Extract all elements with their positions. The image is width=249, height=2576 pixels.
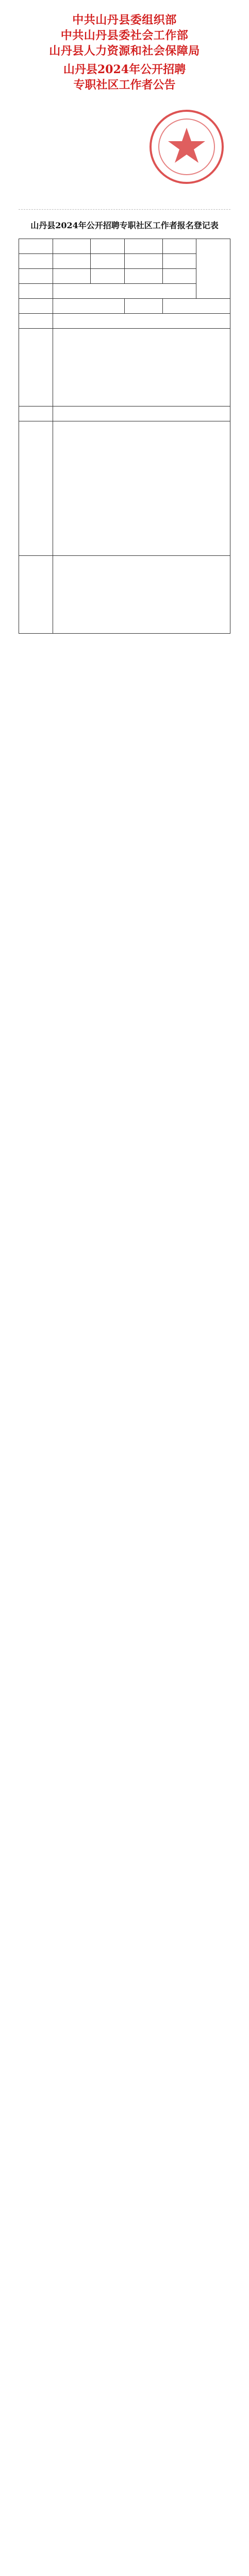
table-row xyxy=(19,329,230,406)
masthead xyxy=(19,12,230,59)
form-cell xyxy=(53,421,230,556)
photo-cell xyxy=(196,239,230,299)
form-cell xyxy=(53,239,91,254)
table-row xyxy=(19,299,230,314)
table-row xyxy=(19,556,230,634)
form-cell xyxy=(162,239,196,254)
table-row xyxy=(19,406,230,421)
form-cell xyxy=(162,299,230,314)
form-cell xyxy=(53,556,230,634)
form-cell xyxy=(19,421,53,556)
form-cell xyxy=(19,329,53,406)
form-cell xyxy=(124,269,162,284)
form-cell xyxy=(19,314,53,329)
masthead-line-2: 中共山丹县委社会工作部 xyxy=(60,29,189,42)
form-cell xyxy=(91,269,125,284)
form-cell xyxy=(19,406,53,421)
form-cell xyxy=(19,269,53,284)
table-row xyxy=(19,314,230,329)
registration-form-table xyxy=(19,239,230,634)
form-cell xyxy=(91,254,125,269)
form-cell xyxy=(53,299,124,314)
form-cell xyxy=(53,284,196,299)
title-line-2: 专职社区工作者公告 xyxy=(73,78,176,92)
form-cell xyxy=(53,314,230,329)
form-cell xyxy=(124,239,162,254)
announcement-body xyxy=(19,103,230,191)
registration-form-sheet xyxy=(19,209,230,634)
form-cell xyxy=(162,254,196,269)
form-cell xyxy=(19,284,53,299)
form-cell xyxy=(19,239,53,254)
form-title: 山丹县2024年公开招聘专职社区工作者报名登记表 xyxy=(30,221,219,230)
form-cell xyxy=(53,254,91,269)
masthead-line-1: 中共山丹县委组织部 xyxy=(72,13,177,27)
page-title xyxy=(19,62,230,93)
table-row xyxy=(19,239,230,254)
form-cell xyxy=(53,269,91,284)
form-cell xyxy=(124,299,162,314)
form-cell xyxy=(124,254,162,269)
masthead-line-3: 山丹县人力资源和社会保障局 xyxy=(49,44,200,58)
form-cell xyxy=(91,239,125,254)
form-cell xyxy=(19,556,53,634)
form-cell xyxy=(53,329,230,406)
form-cell xyxy=(162,269,196,284)
table-row xyxy=(19,421,230,556)
form-cell xyxy=(19,254,53,269)
title-line-1: 山丹县2024年公开招聘 xyxy=(63,63,186,76)
official-seal xyxy=(143,103,230,191)
form-cell xyxy=(53,406,230,421)
form-cell xyxy=(19,299,53,314)
